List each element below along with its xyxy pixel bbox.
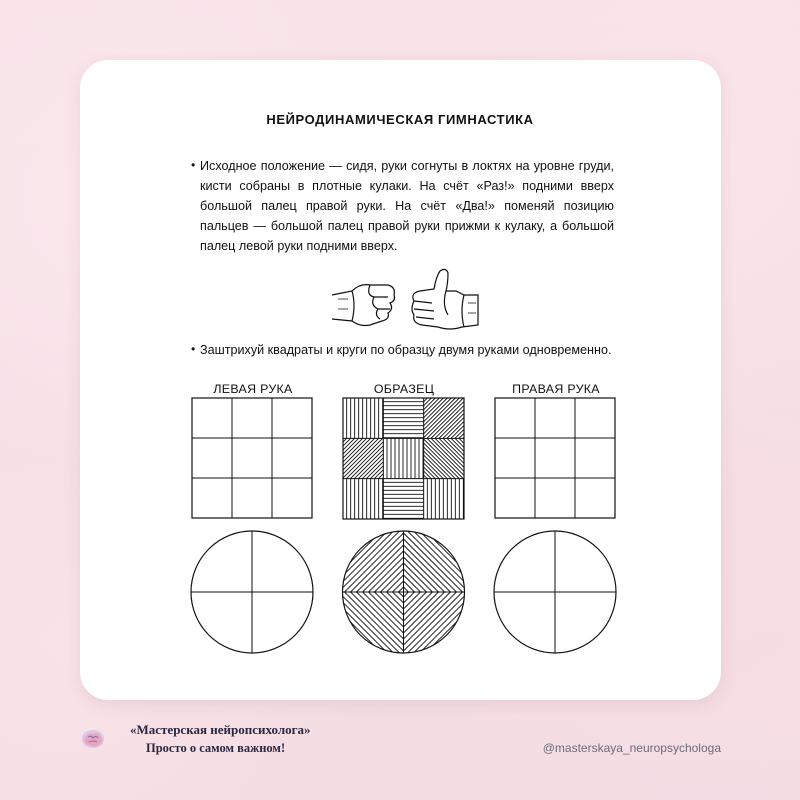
- sample-hatched-circle: [285, 473, 523, 711]
- hatched-cell: [303, 398, 423, 438]
- sample-hatched-grid: [262, 358, 503, 559]
- hatched-cell: [383, 479, 503, 519]
- label-left-hand: ЛЕВАЯ РУКА: [213, 382, 293, 396]
- bullet-2: •: [191, 342, 196, 356]
- instruction-1: Исходное положение — сидя, руки согнуты в локтях на уровне груди, кисти собраны в плотные кулаки. На счёт «Раз!» подними вверх большой палец правой руки. На счёт «Два!» поменяй позицию пальцев — большой палец правой руки прижми к кулаку, а большой палец левой руки подними вверх.: [200, 159, 614, 253]
- brand-tagline: Просто о самом важном!: [146, 741, 286, 755]
- brain-icon: [80, 726, 106, 752]
- instruction-2: Заштрихуй квадраты и круги по образцу двумя руками одновременно.: [200, 343, 612, 357]
- right-hand-circle[interactable]: [494, 531, 616, 653]
- label-right-hand: ПРАВАЯ РУКА: [512, 382, 600, 396]
- social-handle[interactable]: @masterskaya_neuropsychologa: [542, 741, 721, 755]
- bullet-1: •: [191, 158, 196, 172]
- hatched-cell: [383, 358, 423, 478]
- brand-name: «Мастерская нейропсихолога»: [130, 722, 311, 737]
- label-sample: ОБРАЗЕЦ: [373, 382, 435, 396]
- worksheet-title: НЕЙРОДИНАМИЧЕСКАЯ ГИМНАСТИКА: [266, 112, 534, 127]
- right-hand-grid[interactable]: [495, 398, 615, 518]
- hatched-cell: [303, 479, 423, 519]
- left-hand-grid[interactable]: [192, 398, 312, 518]
- left-hand-circle[interactable]: [191, 531, 313, 653]
